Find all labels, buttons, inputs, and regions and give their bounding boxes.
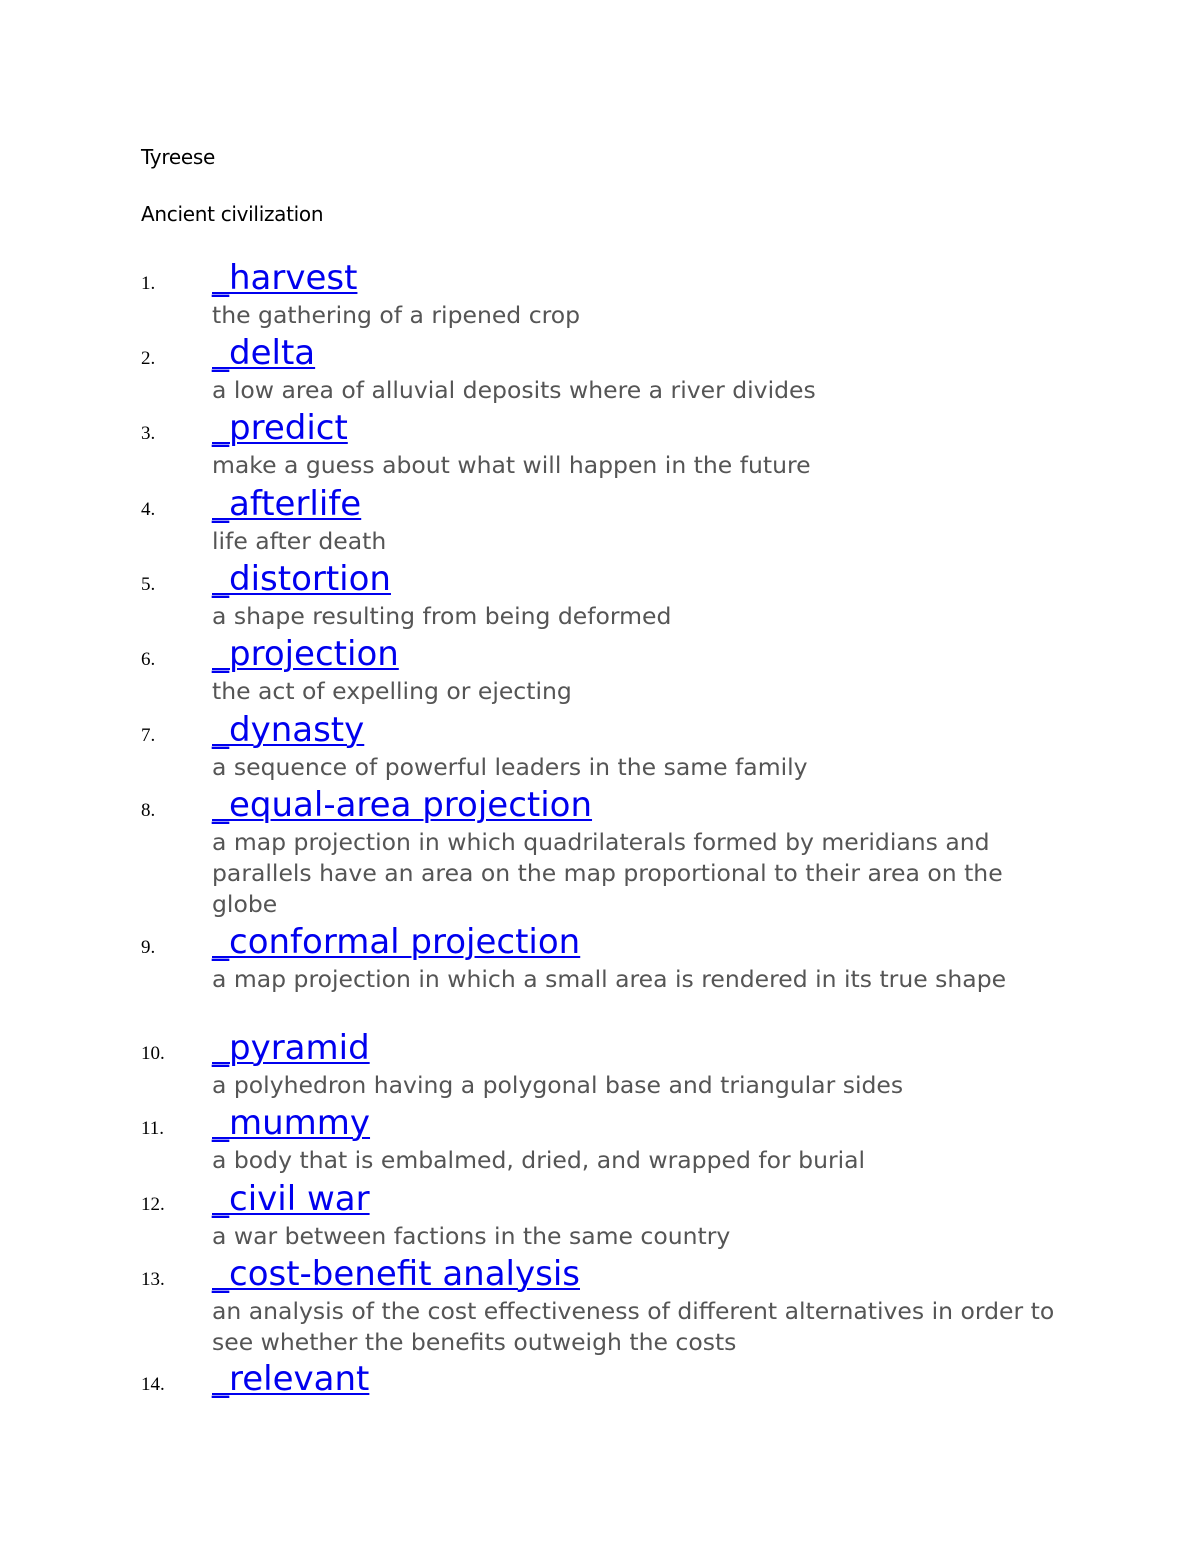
term-link[interactable]: _relevant: [212, 1359, 370, 1399]
term-definition: a war between factions in the same country: [212, 1222, 731, 1250]
term-link[interactable]: _delta: [212, 333, 316, 373]
item-number: 10.: [141, 1043, 165, 1064]
term-definition: a low area of alluvial deposits where a river divides: [212, 376, 816, 404]
document-subject: Ancient civilization: [141, 202, 324, 226]
term-definition: an analysis of the cost effectiveness of different alternatives in order to see whether the benefits outweigh the costs: [212, 1297, 1055, 1356]
term-definition: a body that is embalmed, dried, and wrapped for burial: [212, 1146, 866, 1174]
term-link[interactable]: _conformal projection: [212, 922, 581, 962]
term-link[interactable]: _predict: [212, 408, 348, 448]
term-link[interactable]: _harvest: [212, 258, 358, 298]
term-link[interactable]: _pyramid: [212, 1028, 370, 1068]
term-definition: a polyhedron having a polygonal base and triangular sides: [212, 1071, 904, 1099]
term-definition: a sequence of powerful leaders in the same family: [212, 753, 808, 781]
term-definition: the act of expelling or ejecting: [212, 677, 572, 705]
item-number: 9.: [141, 937, 156, 958]
item-number: 1.: [141, 273, 156, 294]
term-definition: a map projection in which quadrilaterals formed by meridians and parallels have an area on the map proportional to their area on the globe: [212, 828, 1003, 918]
item-number: 6.: [141, 649, 156, 670]
item-number: 13.: [141, 1269, 165, 1290]
item-number: 5.: [141, 574, 156, 595]
term-link[interactable]: _cost-benefit analysis: [212, 1254, 580, 1294]
item-number: 2.: [141, 348, 156, 369]
term-link[interactable]: _afterlife: [212, 484, 362, 524]
term-definition: the gathering of a ripened crop: [212, 301, 581, 329]
term-link[interactable]: _civil war: [212, 1179, 370, 1219]
item-number: 8.: [141, 800, 156, 821]
item-number: 12.: [141, 1194, 165, 1215]
term-definition: a map projection in which a small area is rendered in its true shape: [212, 965, 1007, 993]
term-link[interactable]: _dynasty: [212, 710, 365, 750]
term-definition: make a guess about what will happen in the future: [212, 451, 811, 479]
term-link[interactable]: _projection: [212, 634, 399, 674]
term-link[interactable]: _mummy: [212, 1103, 371, 1143]
item-number: 11.: [141, 1118, 165, 1139]
term-definition: life after death: [212, 527, 387, 555]
item-number: 3.: [141, 423, 156, 444]
term-link[interactable]: _distortion: [212, 559, 391, 599]
term-link[interactable]: _equal-area projection: [212, 785, 593, 825]
item-number: 7.: [141, 725, 156, 746]
author-name: Tyreese: [141, 145, 215, 169]
item-number: 14.: [141, 1374, 165, 1395]
term-definition: a shape resulting from being deformed: [212, 602, 672, 630]
item-number: 4.: [141, 499, 156, 520]
